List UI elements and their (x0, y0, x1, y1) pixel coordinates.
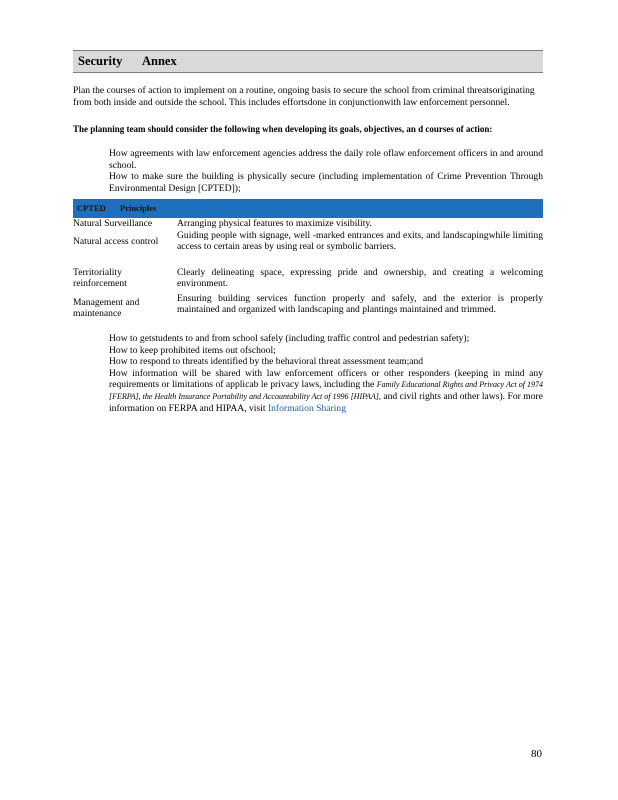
cpted-term: Management and maintenance (73, 297, 140, 320)
list-item (73, 148, 543, 171)
cpted-term: Territoriality reinforcement (73, 267, 127, 290)
list-item (73, 171, 543, 194)
page-number: 80 (531, 748, 542, 760)
bullet-list-1 (73, 148, 543, 194)
section-title-word1: Security (78, 54, 123, 68)
cpted-table (73, 218, 543, 329)
table-row (73, 293, 543, 329)
planning-paragraph: The planning team should consider the following when developing its goals, objectives, an d courses of action: (73, 124, 493, 134)
cpted-definition: Clearly delineating space, expressing pride and ownership, and creating a welcoming environment. (177, 267, 543, 290)
list-item-text-part: and civil rights and other laws). (380, 390, 506, 402)
section-title-word2: Annex (142, 54, 177, 68)
list-item-text-part: How information will be shared with law enforcement officers or other responders (keeping in mind any requirements or limitations of applicab le privacy laws, including the (109, 367, 543, 391)
list-item (73, 356, 543, 368)
cpted-table-header (73, 199, 543, 218)
act-citation: Family Educational Rights and Privacy Act of 1974 [FERPA], the Health Insurance Portability and Accountability Act of 1996 [HIPAA], (109, 380, 543, 401)
information-sharing-link[interactable]: Information Sharing (267, 402, 347, 414)
cpted-header-col1: CPTED (77, 203, 106, 213)
list-item-text: How to getstudents to and from school safely (including traffic control and pedestrian safety); (109, 333, 470, 344)
list-item-text (109, 368, 543, 414)
list-item-text-part: For more information on FERPA and HIPAA, visit (109, 390, 543, 414)
table-row (73, 267, 543, 293)
list-item (73, 345, 543, 357)
cpted-definition: Arranging physical features to maximize visibility. (177, 218, 372, 229)
list-item-text: How to respond to threats identified by the behavioral threat assessment team;and (109, 356, 424, 368)
table-row (73, 230, 543, 267)
bullet-list-2 (73, 333, 543, 414)
cpted-definition: Ensuring building services function properly and safely, and the exterior is properly maintained and organized with landscaping and plantings maintained and trimmed. (177, 293, 543, 316)
table-row (73, 218, 543, 230)
cpted-definition: Guiding people with signage, well -marked entrances and exits, and landscapingwhile limiting access to certain areas by using real or symbolic barriers. (177, 230, 543, 253)
list-item (73, 333, 543, 345)
list-item (73, 368, 543, 414)
intro-paragraph: Plan the courses of action to implement on a routine, ongoing basis to secure the school from criminal threatsoriginating from both inside and outside the school. This includes effortsdone in conjunctionwith law enforcement personnel. (73, 85, 535, 109)
list-item-text: How to keep prohibited items out ofschool; (109, 344, 276, 356)
list-item-text: How agreements with law enforcement agencies address the daily role oflaw enforcement officers in and around school. (109, 148, 543, 171)
cpted-term: Natural access control (73, 236, 159, 247)
section-header (73, 50, 543, 73)
list-item-text: How to make sure the building is physically secure (including implementation of Crime Prevention Through Environmental Design [CPTED]); (109, 171, 543, 194)
cpted-term: Natural Surveillance (73, 218, 153, 229)
cpted-header-col2: Principles (120, 203, 157, 213)
